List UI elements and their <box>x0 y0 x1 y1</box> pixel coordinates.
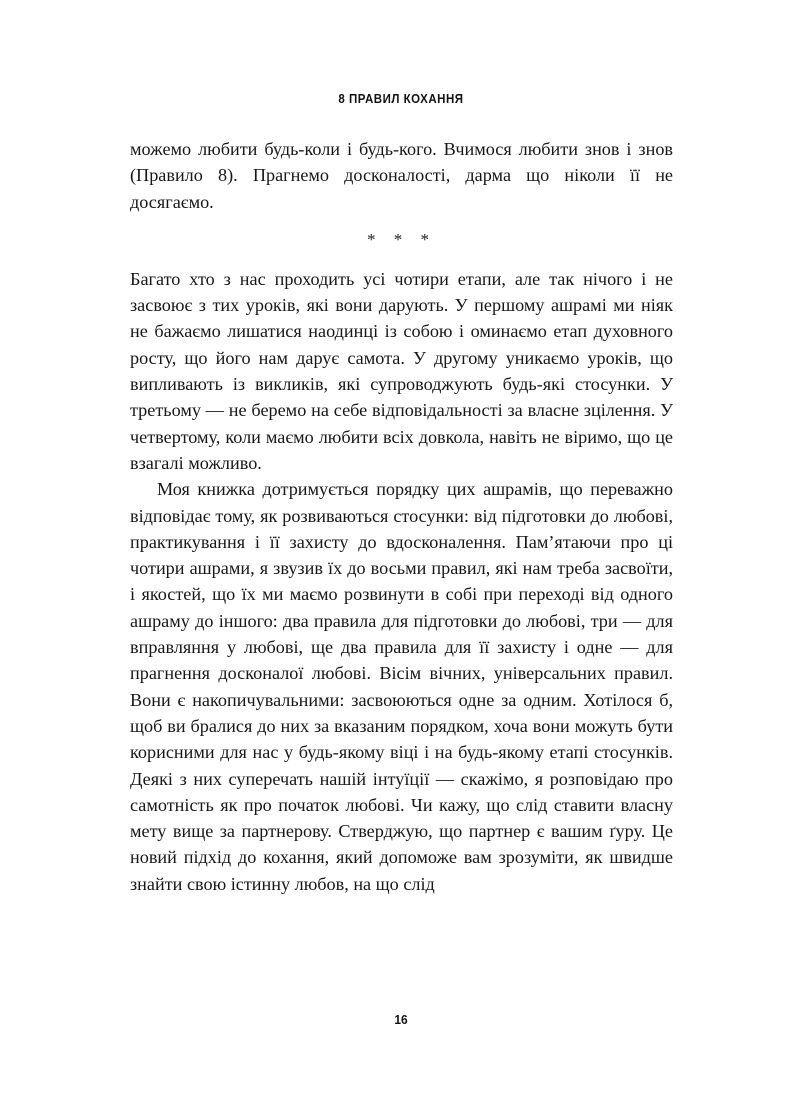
paragraph-book-structure: Моя книжка дотримується порядку цих ашрамів, що переважно відповідає тому, як розвиваються стосунки: від підготовки до любові, практикування і її захисту до вдосконалення. Пам’ятаючи про ці чотири ашрами, я звузив їх до восьми правил, які нам треба засвоїти, і якостей, що їх ми маємо розвинути в собі при переході від одного ашраму до іншого: два правила для підготовки до любові, три — для вправляння у любові, ще два правила для її захисту і одне — для прагнення досконалої любові. Вісім вічних, універсальних правил. Вони є накопичувальними: засвоюються одне за одним. Хотілося б, щоб ви бралися до них за вказаним порядком, хоча вони можуть бути корисними для нас у будь-якому віці і на будь-якому етапі стосунків. Деякі з них суперечать нашій інтуїції — скажімо, я розповідаю про самотність як про початок любові. Чи кажу, що слід ставити власну мету вище за партнерову. Стверджую, що партнер є вашим ґуру. Це новий підхід до кохання, який допоможе вам зрозуміти, як швидше знайти свою істинну любов, на що слід <box>130 479 673 894</box>
running-head: 8 ПРАВИЛ КОХАННЯ <box>338 92 464 106</box>
page-number: 16 <box>394 1012 408 1027</box>
paragraph-continuation: можемо любити будь-коли і будь-кого. Вчимося любити знов і знов (Правило 8). Прагнемо досконалості, дарма що ніколи її не досягаємо. <box>130 139 673 212</box>
body-text-column <box>130 136 673 897</box>
paragraph-four-stages: Багато хто з нас проходить усі чотири етапи, але так нічого і не засвоює з тих уроків, які вони дарують. У першому ашрамі ми ніяк не бажаємо лишатися наодинці із собою і оминаємо етап духовного росту, що його нам дарує самота. У другому уникаємо уроків, що випливають із викликів, які супроводжують будь-які стосунки. У третьому — не беремо на себе відповідальності за власне зцілення. У четвертому, коли маємо любити всіх довкола, навіть не віримо, що це взагалі можливо. <box>130 268 673 473</box>
asterisk-divider: * * * <box>367 229 436 249</box>
